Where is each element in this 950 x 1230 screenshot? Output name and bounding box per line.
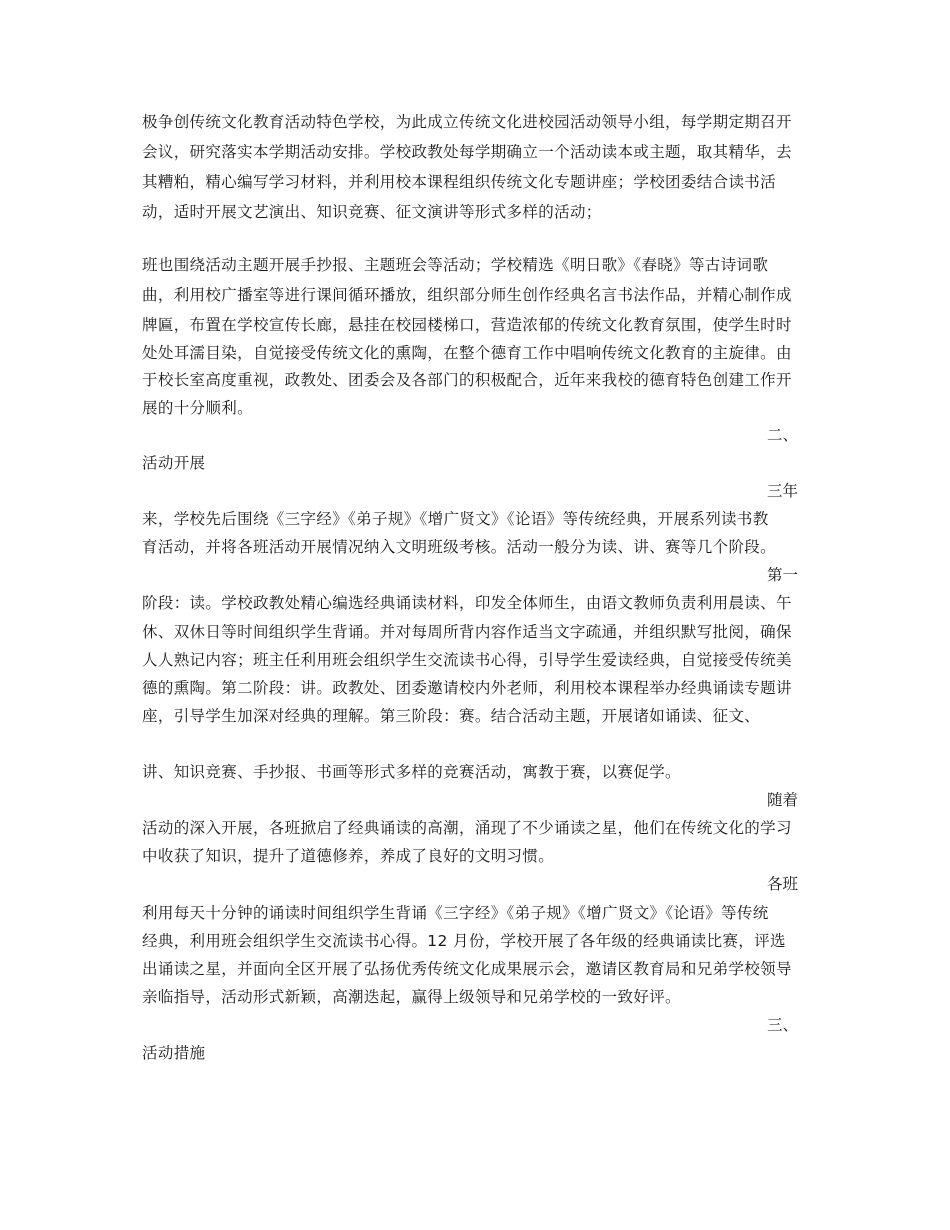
body-text-line: 牌匾，布置在学校宣传长廊，悬挂在校园楼梯口，营造浓郁的传统文化教育氛围，使学生时时 (142, 316, 792, 334)
body-text-line: 利用每天十分钟的诵读时间组织学生背诵《三字经》《弟子规》《增广贤文》《论语》等传统 (142, 904, 769, 922)
body-text-line: 曲，利用校广播室等进行课间循环播放，组织部分师生创作经典名言书法作品，并精心制作成 (142, 286, 792, 304)
body-text-line: 展的十分顺利。 (142, 399, 253, 417)
body-text-line: 德的熏陶。第二阶段：讲。政教处、团委邀请校内外老师，利用校本课程举办经典诵读专题讲 (142, 679, 792, 697)
paragraph-lead: 三年 (766, 482, 798, 500)
body-text-line: 阶段：读。学校政教处精心编选经典诵读材料，印发全体师生，由语文教师负责利用晨读、午 (142, 594, 792, 612)
body-text-line: 中收获了知识，提升了道德修养，养成了良好的文明习惯。 (142, 847, 555, 865)
body-text-line: 会议，研究落实本学期活动安排。学校政教处每学期确立一个活动读本或主题，取其精华，去 (142, 143, 792, 161)
body-text-line: 其糟粕，精心编写学习材料，并利用校本课程组织传统文化专题讲座；学校团委结合读书活 (142, 173, 777, 191)
body-text-line: 育活动，并将各班活动开展情况纳入文明班级考核。活动一般分为读、讲、赛等几个阶段。 (142, 538, 777, 556)
body-text-line: 于校长室高度重视，政教处、团委会及各部门的积极配合，近年来我校的德育特色创建工作开 (142, 371, 792, 389)
section-heading: 活动措施 (142, 1044, 206, 1062)
paragraph-lead: 第一 (766, 566, 798, 584)
body-text-line: 讲、知识竞赛、手抄报、书画等形式多样的竞赛活动，寓教于赛，以赛促学。 (142, 763, 681, 781)
body-text-line: 休、双休日等时间组织学生背诵。并对每周所背内容作适当文字疏通，并组织默写批阅，确保 (142, 623, 792, 641)
section-number: 二、 (766, 426, 798, 444)
body-text-line: 人人熟记内容；班主任利用班会组织学生交流读书心得，引导学生爱读经典，自觉接受传统美 (142, 651, 792, 669)
section-number: 三、 (766, 1016, 798, 1034)
body-text-line: 座，引导学生加深对经典的理解。第三阶段：赛。结合活动主题，开展诸如诵读、征文、 (142, 707, 761, 725)
body-text-line: 动，适时开展文艺演出、知识竞赛、征文演讲等形式多样的活动； (142, 203, 602, 221)
body-text-line: 出诵读之星，并面向全区开展了弘扬优秀传统文化成果展示会，邀请区教育局和兄弟学校领导 (142, 960, 792, 978)
body-text-line: 来，学校先后围绕《三字经》《弟子规》《增广贤文》《论语》等传统经典，开展系列读书教 (142, 510, 769, 528)
body-text-line: 班也围绕活动主题开展手抄报、主题班会等活动；学校精选《明日歌》《春晓》等古诗词歌 (142, 256, 769, 274)
body-text-line: 亲临指导，活动形式新颖，高潮迭起，赢得上级领导和兄弟学校的一致好评。 (142, 988, 681, 1006)
paragraph-lead: 各班 (766, 875, 798, 893)
body-text-line: 活动的深入开展，各班掀启了经典诵读的高潮，涌现了不少诵读之星，他们在传统文化的学习 (142, 819, 792, 837)
section-heading: 活动开展 (142, 454, 206, 472)
body-text-line: 极争创传统文化教育活动特色学校，为此成立传统文化进校园活动领导小组，每学期定期召开 (142, 113, 792, 131)
paragraph-lead: 随着 (766, 791, 798, 809)
body-text-line: 经典，利用班会组织学生交流读书心得。12 月份，学校开展了各年级的经典诵读比赛，评选 (142, 932, 786, 950)
body-text-line: 处处耳濡目染，自觉接受传统文化的熏陶，在整个德育工作中唱响传统文化教育的主旋律。由 (142, 344, 792, 362)
